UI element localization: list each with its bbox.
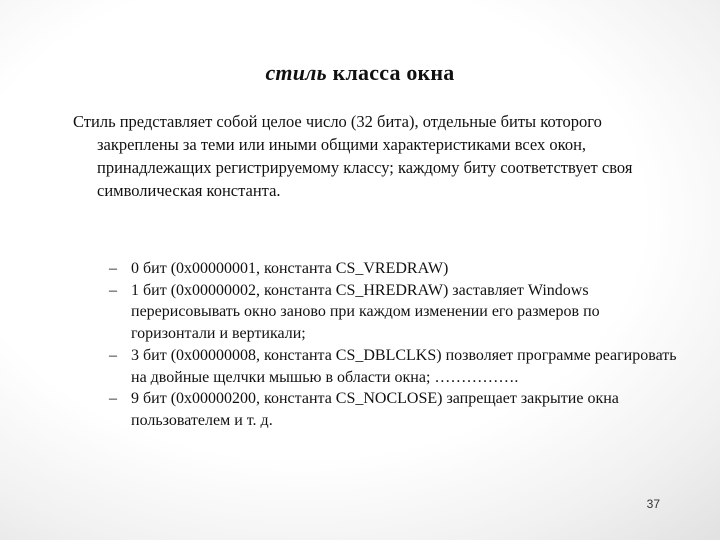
bullet-dash: – (109, 390, 117, 408)
bullet-item (109, 388, 679, 431)
slide-title-rest: класса окна (326, 60, 455, 85)
page-number: 37 (646, 497, 660, 511)
intro-paragraph: Стиль представляет собой целое число (32 бита), отдельные биты которого закреплены за теми или иными общими характеристиками всех окон, принадлежащих регистрируемому классу; каждому биту соответствует своя символическая константа. (73, 112, 633, 200)
bullet-dash: – (109, 281, 117, 299)
bullet-item (109, 258, 679, 280)
bullet-item (109, 280, 679, 345)
bullet-list (109, 258, 679, 432)
bullet-text: 9 бит (0x00000200, константа CS_NOCLOSE) запрещает закрытие окна пользователем и т. д. (131, 390, 619, 429)
slide-title-italic: стиль (265, 60, 327, 85)
bullet-text: 3 бит (0x00000008, константа CS_DBLCLKS) позволяет программе реагировать на двойные щелчки мышью в области окна; ……………. (131, 346, 677, 386)
bullet-item (109, 345, 679, 388)
bullet-text: 0 бит (0x00000001, константа CS_VREDRAW) (131, 260, 449, 277)
bullet-text: 1 бит (0x00000002, константа CS_HREDRAW) заставляет Windows перерисовывать окно заново при каждом изменении его размеров по горизонтали и вертикали; (131, 281, 600, 343)
bullet-dash: – (109, 260, 117, 277)
bullet-dash: – (109, 346, 117, 364)
slide-title (0, 60, 720, 86)
